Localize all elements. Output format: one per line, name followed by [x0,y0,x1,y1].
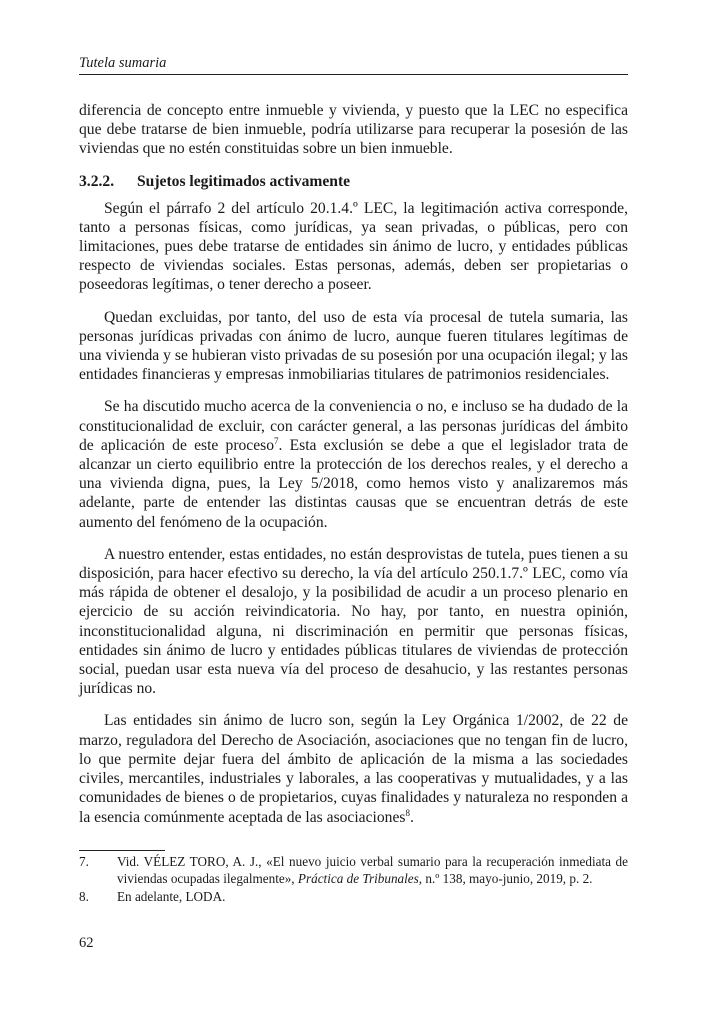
paragraph-continuation: diferencia de concepto entre inmueble y vivienda, y puesto que la LEC no especifica que debe tratarse de bien inmueble, podría utilizarse para recuperar la posesión de las viviendas que no estén constituidas sobre un bien inmueble. [79,102,628,158]
footnotes [79,853,628,906]
footnote-8 [79,888,628,905]
section-heading [79,172,628,192]
running-title: Tutela sumaria [79,55,167,71]
footnote-7-text-a: Vid. VÉLEZ TORO, A. J., «El nuevo juicio verbal sumario para la recuperación inmediata de viviendas ocupadas ilegalmente», [117,854,628,886]
running-header [79,54,628,75]
section-number: 3.2.2. [79,172,115,190]
footnote-7-journal: Práctica de Tribunales [297,871,419,886]
footnote-ref-8[interactable]: 8 [405,807,410,818]
footnote-7-text-b: , n.º 138, mayo-junio, 2019, p. 2. [418,871,593,886]
paragraph-discusion-text-a: Se ha discutido mucho acerca de la conveniencia o no, e incluso se ha dudado de la constitucionalidad de excluir, con carácter general, a las personas jurídicas del ámbito de aplicación de este proceso [79,398,628,454]
footnote-number: 8. [79,889,89,904]
footnote-7 [79,853,628,887]
footnote-ref-7[interactable]: 7 [274,435,279,446]
paragraph-discusion [79,397,628,531]
paragraph-entidades [79,711,628,826]
section-title: Sujetos legitimados activamente [137,172,351,190]
paragraph-discusion-text-b: . Esta exclusión se debe a que el legislador trata de alcanzar un cierto equilibrio entre la protección de los derechos reales, y el derecho a una vivienda digna, pues, la Ley 5/2018, como hemos visto y analizaremos más adelante, parte de entender las distintas causas que se encuentran detrás de este aumento del fenómeno de la ocupación. [79,436,628,531]
page-number: 62 [79,935,94,951]
paragraph-legitimacion: Según el párrafo 2 del artículo 20.1.4.º LEC, la legitimación activa corresponde, tanto a personas físicas, como jurídicas, ya sean privadas, o públicas, pero con limitaciones, pues debe tratarse de entidades sin ánimo de lucro, y entidades públicas respecto de viviendas sociales. Estas personas, además, deben ser propietarias o poseedoras legítimas, o tener derecho a poseer. [79,199,628,294]
footnote-number: 7. [79,854,89,869]
paragraph-excluidas: Quedan excluidas, por tanto, del uso de esta vía procesal de tutela sumaria, las personas jurídicas privadas con ánimo de lucro, aunque fueren titulares legítimas de una vivienda y se hubieran visto privadas de su posesión por una ocupación ilegal; y las entidades financieras y empresas inmobiliarias titulares de patrimonios residenciales. [79,308,628,384]
paragraph-entidades-text-b: . [409,808,414,826]
footnote-divider [79,850,165,851]
footnote-text [117,853,628,887]
paragraph-entidades-text-a: Las entidades sin ánimo de lucro son, según la Ley Orgánica 1/2002, de 22 de marzo, reguladora del Derecho de Asociación, asociaciones que no tengan fin de lucro, lo que permite dejar fuera del ámbito de aplicación de la misma a las sociedades civiles, mercantiles, industriales y laborales, a las cooperativas y mutualidades, y a las comunidades de bienes o de propietarios, cuyas finalidades y naturaleza no responden a la esencia comúnmente aceptada de las asociaciones [79,712,628,826]
main-text [79,101,628,840]
footnote-text: En adelante, LODA. [117,889,226,904]
paragraph-entender: A nuestro entender, estas entidades, no están desprovistas de tutela, pues tienen a su disposición, para hacer efectivo su derecho, la vía del artículo 250.1.7.º LEC, como vía más rápida de obtener el desalojo, y la posibilidad de acudir a un proceso plenario en ejercicio de su acción reivindicatoria. No hay, por tanto, en nuestra opinión, inconstitucionalidad alguna, ni discriminación en permitir que personas físicas, entidades sin ánimo de lucro y entidades públicas titulares de viviendas de protección social, puedan usar esta nueva vía del proceso de desahucio, y las restantes personas jurídicas no. [79,545,628,698]
